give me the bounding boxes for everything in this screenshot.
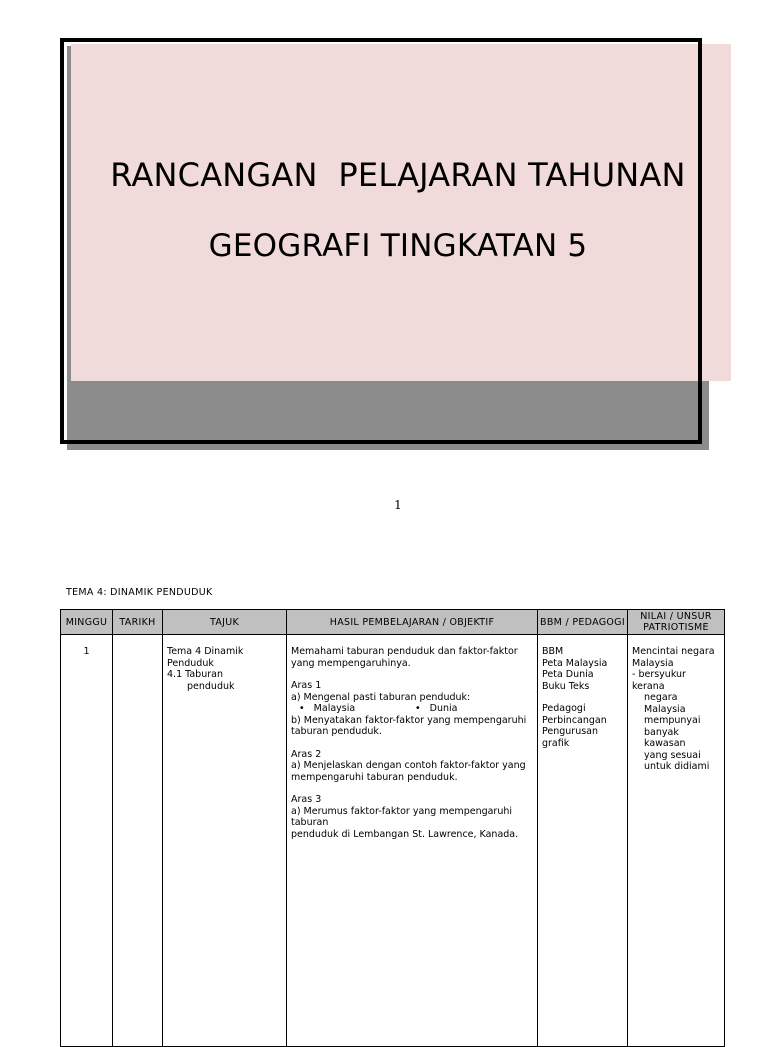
header-tajuk: TAJUK bbox=[163, 610, 287, 635]
hasil-line: a) Menjelaskan dengan contoh faktor-faktor yang bbox=[291, 760, 526, 771]
lesson-plan-table bbox=[60, 609, 725, 1047]
bbm-line: Peta Dunia bbox=[542, 669, 594, 680]
cover-title: RANCANGAN PELAJARAN TAHUNAN bbox=[110, 156, 686, 194]
cell-nilai-patriotisme bbox=[628, 635, 725, 1047]
page-number: 1 bbox=[394, 498, 402, 512]
hasil-line: taburan penduduk. bbox=[291, 726, 382, 737]
nilai-line: mempunyai bbox=[644, 715, 701, 726]
nilai-line: - bersyukur kerana bbox=[632, 669, 686, 692]
hasil-line: mempengaruhi taburan penduduk. bbox=[291, 771, 458, 783]
cell-tajuk bbox=[163, 635, 287, 1047]
hasil-line: Memahami taburan penduduk dan faktor-faktor bbox=[291, 646, 518, 657]
hasil-line: b) Menyatakan faktor-faktor yang mempengaruhi bbox=[291, 714, 527, 726]
hasil-line: penduduk di Lembangan St. Lawrence, Kanada. bbox=[291, 828, 519, 840]
nilai-line: banyak kawasan bbox=[644, 726, 686, 749]
hasil-line: yang mempengaruhinya. bbox=[291, 657, 411, 669]
bbm-line: Pedagogi bbox=[542, 703, 586, 714]
tajuk-line: Tema 4 Dinamik bbox=[167, 646, 244, 657]
hasil-line: a) Merumus faktor-faktor yang mempengaruhi taburan bbox=[291, 805, 513, 828]
header-nilai-patriotisme: NILAI / UNSUR PATRIOTISME bbox=[628, 610, 725, 635]
header-hasil-pembelajaran: HASIL PEMBELAJARAN / OBJEKTIF bbox=[287, 610, 538, 635]
header-tarikh: TARIKH bbox=[113, 610, 163, 635]
table-header-row bbox=[61, 610, 725, 635]
table-row bbox=[61, 635, 725, 1047]
nilai-line: yang sesuai bbox=[644, 749, 701, 761]
bullet-item: • Dunia bbox=[415, 703, 458, 714]
nilai-line: untuk didiami bbox=[644, 761, 710, 772]
tajuk-line: penduduk bbox=[187, 680, 235, 692]
cell-hasil-pembelajaran bbox=[287, 635, 538, 1047]
bbm-line: Buku Teks bbox=[542, 680, 590, 692]
header-bbm-pedagogi: BBM / PEDAGOGI bbox=[538, 610, 628, 635]
cell-minggu: 1 bbox=[61, 635, 113, 1047]
header-minggu: MINGGU bbox=[61, 610, 113, 635]
cover-subtitle: GEOGRAFI TINGKATAN 5 bbox=[208, 228, 588, 264]
bbm-line: Pengurusan bbox=[542, 726, 599, 737]
bbm-line: Perbincangan bbox=[542, 714, 607, 726]
bbm-line: BBM bbox=[542, 646, 564, 657]
bbm-line: Peta Malaysia bbox=[542, 657, 608, 669]
tajuk-line: Penduduk bbox=[167, 657, 214, 669]
nilai-line: Malaysia bbox=[632, 657, 674, 669]
aras-1-title: Aras 1 bbox=[291, 680, 322, 691]
cell-tarikh bbox=[113, 635, 163, 1047]
aras-2-title: Aras 2 bbox=[291, 748, 322, 760]
aras-3-title: Aras 3 bbox=[291, 794, 322, 805]
section-heading: TEMA 4: DINAMIK PENDUDUK bbox=[66, 587, 213, 598]
nilai-line: negara Malaysia bbox=[644, 692, 686, 715]
bullet-list bbox=[291, 703, 533, 715]
cell-bbm-pedagogi bbox=[538, 635, 628, 1047]
tajuk-line: 4.1 Taburan bbox=[167, 669, 223, 680]
hasil-line: a) Mengenal pasti taburan penduduk: bbox=[291, 691, 471, 703]
bullet-item: • Malaysia bbox=[299, 703, 356, 714]
bbm-line: grafik bbox=[542, 737, 570, 749]
nilai-line: Mencintai negara bbox=[632, 646, 715, 657]
